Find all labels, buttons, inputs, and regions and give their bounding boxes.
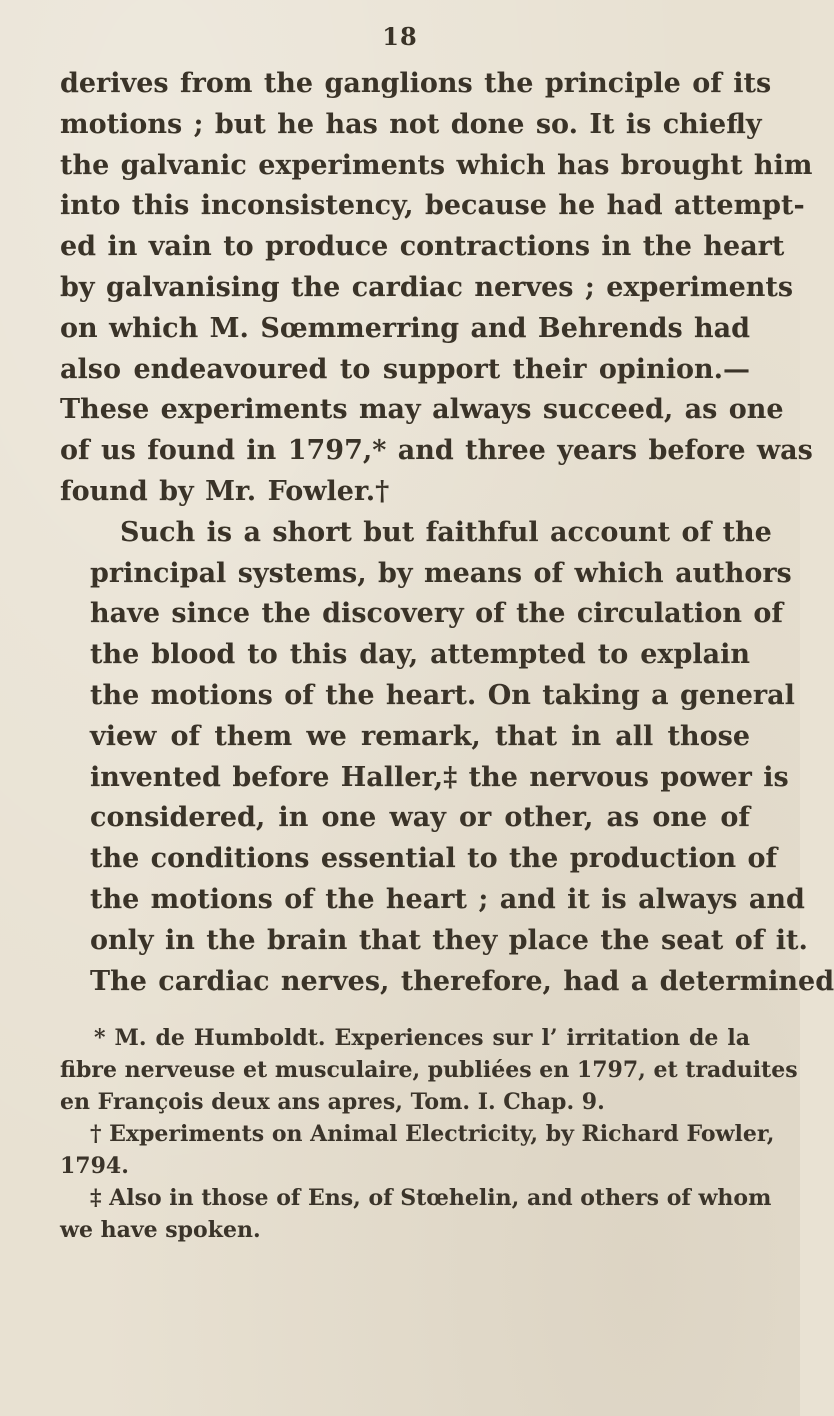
text-line: only in the brain that they place the seat of it. — [90, 924, 808, 956]
text-line: the galvanic experiments which has brought him — [60, 149, 813, 181]
text-line: of us found in 1797,* and three years before was — [60, 435, 813, 467]
text-line: into this inconsistency, because he had attempt- — [60, 190, 805, 222]
text-line: have since the discovery of the circulation of — [90, 598, 783, 630]
text-line: considered, in one way or other, as one of — [90, 802, 750, 834]
footnote-line: fibre nerveuse et musculaire, publiées en 1797, et traduites — [60, 1057, 798, 1083]
text-line: found by Mr. Fowler.† — [60, 475, 390, 507]
text-line: Such is a short but faithful account of the — [120, 516, 772, 548]
footnote-line: † Experiments on Animal Electricity, by Richard Fowler, — [90, 1121, 775, 1147]
paragraph-1 — [60, 64, 813, 513]
footnote-line: we have spoken. — [60, 1217, 261, 1243]
text-line: also endeavoured to support their opinion.— — [60, 353, 750, 385]
text-line: on which M. Sœmmerring and Behrends had — [60, 312, 751, 344]
footnote-line: 1794. — [60, 1153, 129, 1179]
text-line: motions ; but he has not done so. It is chiefly — [60, 108, 762, 140]
footnote-line: ‡ Also in those of Ens, of Stœhelin, and others of whom — [90, 1185, 772, 1211]
footnote-humboldt — [60, 1022, 798, 1118]
text-line: the motions of the heart ; and it is always and — [90, 883, 805, 915]
text-line: ed in vain to produce contractions in the heart — [60, 231, 785, 263]
text-line: invented before Haller,‡ the nervous power is — [90, 761, 789, 793]
paragraph-2 — [60, 513, 834, 1003]
text-line: principal systems, by means of which authors — [90, 557, 792, 589]
text-line: derives from the ganglions the principle of its — [60, 68, 772, 99]
footnote-fowler — [60, 1118, 775, 1182]
text-line: the blood to this day, attempted to explain — [90, 639, 750, 671]
text-line: The cardiac nerves, therefore, had a determined — [90, 965, 834, 997]
footnote-ens — [60, 1182, 772, 1246]
text-line: view of them we remark, that in all those — [90, 720, 750, 752]
page-number: 18 — [382, 22, 418, 51]
text-line: These experiments may always succeed, as one — [60, 394, 784, 426]
text-line: by galvanising the cardiac nerves ; experiments — [60, 271, 794, 303]
footnote-line: en François deux ans apres, Tom. I. Chap. 9. — [60, 1089, 605, 1115]
text-line: the motions of the heart. On taking a general — [90, 679, 795, 711]
footnote-line: * M. de Humboldt. Experiences sur l’ irritation de la — [94, 1025, 750, 1051]
footnotes — [60, 1022, 798, 1246]
main-text — [60, 64, 834, 1002]
text-line: the conditions essential to the production of — [90, 843, 778, 875]
